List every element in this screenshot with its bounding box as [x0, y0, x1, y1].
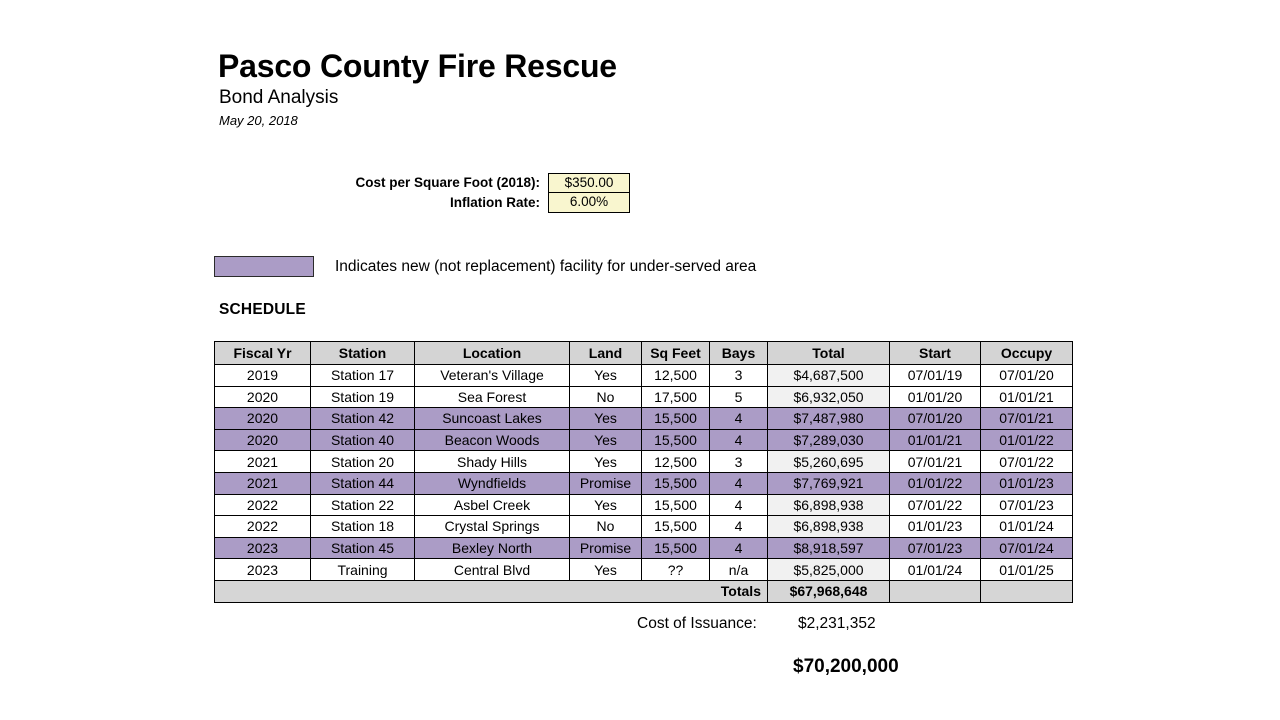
cell-bays: 3 [710, 451, 768, 473]
cost-per-sqft-input[interactable]: $350.00 [548, 173, 630, 193]
column-header-bays: Bays [710, 342, 768, 365]
totals-start-blank [890, 580, 981, 602]
cell-sq-feet: 15,500 [642, 516, 710, 538]
cell-start: 01/01/21 [890, 429, 981, 451]
cost-of-issuance-value: $2,231,352 [798, 615, 876, 632]
cell-start: 07/01/21 [890, 451, 981, 473]
section-heading-schedule: SCHEDULE [219, 301, 306, 318]
table-header [215, 342, 1073, 365]
cell-total: $6,898,938 [768, 516, 890, 538]
legend-color-swatch [214, 256, 314, 277]
cell-start: 07/01/22 [890, 494, 981, 516]
cell-bays: 5 [710, 386, 768, 408]
schedule-table-wrapper [214, 341, 1073, 603]
cell-fiscal-yr: 2020 [215, 429, 311, 451]
cell-total: $7,487,980 [768, 408, 890, 430]
cell-total: $6,898,938 [768, 494, 890, 516]
cell-station: Station 44 [311, 472, 415, 494]
cell-occupy: 07/01/24 [981, 537, 1073, 559]
cell-fiscal-yr: 2023 [215, 537, 311, 559]
cell-bays: 4 [710, 408, 768, 430]
cell-land: Yes [570, 429, 642, 451]
cell-fiscal-yr: 2021 [215, 472, 311, 494]
cell-bays: 4 [710, 429, 768, 451]
table-row [215, 516, 1073, 538]
table-row [215, 537, 1073, 559]
cell-location: Wyndfields [415, 472, 570, 494]
cell-occupy: 07/01/22 [981, 451, 1073, 473]
cell-occupy: 07/01/23 [981, 494, 1073, 516]
cost-per-sqft-row [330, 173, 630, 193]
table-row [215, 408, 1073, 430]
table-row [215, 429, 1073, 451]
table-row [215, 494, 1073, 516]
cell-occupy: 01/01/21 [981, 386, 1073, 408]
grand-total-value: $70,200,000 [793, 656, 899, 677]
cell-fiscal-yr: 2019 [215, 365, 311, 387]
cell-bays: 4 [710, 537, 768, 559]
cell-bays: 3 [710, 365, 768, 387]
cell-station: Station 42 [311, 408, 415, 430]
cell-total: $4,687,500 [768, 365, 890, 387]
cell-sq-feet: 15,500 [642, 408, 710, 430]
cell-bays: n/a [710, 559, 768, 581]
page-subtitle: Bond Analysis [219, 87, 339, 108]
cell-total: $7,769,921 [768, 472, 890, 494]
cell-location: Sea Forest [415, 386, 570, 408]
legend-label: Indicates new (not replacement) facility for under-served area [335, 257, 757, 275]
table-row [215, 386, 1073, 408]
cell-fiscal-yr: 2020 [215, 386, 311, 408]
table-body [215, 365, 1073, 581]
cell-station: Station 20 [311, 451, 415, 473]
cell-station: Station 18 [311, 516, 415, 538]
totals-row [215, 580, 1073, 602]
cell-sq-feet: 17,500 [642, 386, 710, 408]
inflation-rate-input[interactable]: 6.00% [548, 193, 630, 213]
cell-sq-feet: 12,500 [642, 365, 710, 387]
totals-value: $67,968,648 [768, 580, 890, 602]
cost-per-sqft-label: Cost per Square Foot (2018): [355, 175, 540, 190]
cell-fiscal-yr: 2021 [215, 451, 311, 473]
schedule-table [214, 341, 1073, 603]
cell-total: $5,260,695 [768, 451, 890, 473]
cell-station: Training [311, 559, 415, 581]
table-row [215, 451, 1073, 473]
column-header-occupy: Occupy [981, 342, 1073, 365]
cell-occupy: 07/01/20 [981, 365, 1073, 387]
cell-land: Yes [570, 408, 642, 430]
cell-location: Suncoast Lakes [415, 408, 570, 430]
totals-occupy-blank [981, 580, 1073, 602]
cell-location: Central Blvd [415, 559, 570, 581]
cell-start: 07/01/23 [890, 537, 981, 559]
cell-sq-feet: 15,500 [642, 537, 710, 559]
cell-start: 01/01/23 [890, 516, 981, 538]
cell-land: Promise [570, 472, 642, 494]
cell-station: Station 22 [311, 494, 415, 516]
cell-land: No [570, 516, 642, 538]
cell-land: Yes [570, 559, 642, 581]
assumptions-block [330, 173, 630, 213]
table-row [215, 559, 1073, 581]
inflation-rate-label: Inflation Rate: [450, 195, 540, 210]
cell-land: Promise [570, 537, 642, 559]
cell-start: 01/01/20 [890, 386, 981, 408]
cell-station: Station 40 [311, 429, 415, 451]
cell-station: Station 19 [311, 386, 415, 408]
cell-location: Crystal Springs [415, 516, 570, 538]
cell-location: Veteran's Village [415, 365, 570, 387]
column-header-total: Total [768, 342, 890, 365]
cell-sq-feet: 15,500 [642, 472, 710, 494]
cell-bays: 4 [710, 516, 768, 538]
cell-fiscal-yr: 2023 [215, 559, 311, 581]
cell-total: $6,932,050 [768, 386, 890, 408]
column-header-land: Land [570, 342, 642, 365]
cell-land: No [570, 386, 642, 408]
cell-land: Yes [570, 365, 642, 387]
cell-occupy: 01/01/23 [981, 472, 1073, 494]
column-header-fiscal-yr: Fiscal Yr [215, 342, 311, 365]
cost-of-issuance-label: Cost of Issuance: [637, 615, 757, 632]
cell-sq-feet: ?? [642, 559, 710, 581]
cell-total: $8,918,597 [768, 537, 890, 559]
cell-occupy: 01/01/24 [981, 516, 1073, 538]
cell-fiscal-yr: 2022 [215, 516, 311, 538]
cell-location: Bexley North [415, 537, 570, 559]
cell-fiscal-yr: 2022 [215, 494, 311, 516]
cell-location: Shady Hills [415, 451, 570, 473]
table-header-row [215, 342, 1073, 365]
column-header-start: Start [890, 342, 981, 365]
cell-sq-feet: 12,500 [642, 451, 710, 473]
cell-sq-feet: 15,500 [642, 494, 710, 516]
column-header-sq-feet: Sq Feet [642, 342, 710, 365]
cell-land: Yes [570, 451, 642, 473]
inflation-rate-row [330, 193, 630, 213]
cell-occupy: 01/01/22 [981, 429, 1073, 451]
cell-location: Asbel Creek [415, 494, 570, 516]
legend [214, 256, 756, 277]
cell-bays: 4 [710, 494, 768, 516]
cell-land: Yes [570, 494, 642, 516]
cell-total: $7,289,030 [768, 429, 890, 451]
column-header-station: Station [311, 342, 415, 365]
cell-occupy: 07/01/21 [981, 408, 1073, 430]
cell-occupy: 01/01/25 [981, 559, 1073, 581]
cell-fiscal-yr: 2020 [215, 408, 311, 430]
totals-label: Totals [215, 580, 768, 602]
cell-start: 07/01/20 [890, 408, 981, 430]
cell-start: 01/01/24 [890, 559, 981, 581]
cell-sq-feet: 15,500 [642, 429, 710, 451]
cell-station: Station 45 [311, 537, 415, 559]
cell-station: Station 17 [311, 365, 415, 387]
table-footer [215, 580, 1073, 602]
cell-start: 01/01/22 [890, 472, 981, 494]
page-date: May 20, 2018 [219, 113, 298, 128]
page-title: Pasco County Fire Rescue [218, 48, 617, 84]
cell-bays: 4 [710, 472, 768, 494]
cell-start: 07/01/19 [890, 365, 981, 387]
table-row [215, 365, 1073, 387]
column-header-location: Location [415, 342, 570, 365]
table-row [215, 472, 1073, 494]
cell-total: $5,825,000 [768, 559, 890, 581]
cell-location: Beacon Woods [415, 429, 570, 451]
